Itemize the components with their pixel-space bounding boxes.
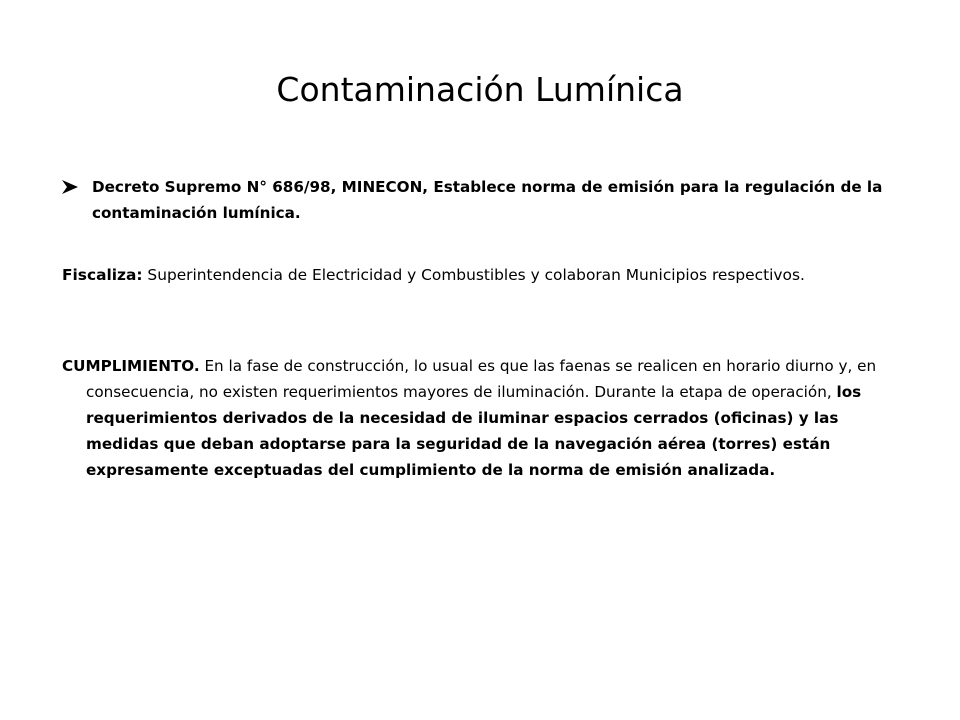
slide-title: Contaminación Lumínica [276,70,684,109]
fiscaliza-paragraph [62,262,902,288]
arrow-bullet-icon [62,180,78,194]
cumplimiento-label: CUMPLIMIENTO. [62,357,200,375]
bullet-text: Decreto Supremo N° 686/98, MINECON, Establece norma de emisión para la regulación de la contaminación lumínica. [92,178,883,222]
fiscaliza-label: Fiscaliza: [62,266,143,284]
cumplimiento-paragraph [62,353,902,483]
cumplimiento-text: En la fase de construcción, lo usual es que las faenas se realicen en horario diurno y, en consecuencia, no existen requerimientos mayores de iluminación. Durante la etapa de operación, [86,357,877,401]
fiscaliza-text: Superintendencia de Electricidad y Combustibles y colaboran Municipios respectivos. [147,266,805,284]
cumplimiento-bold-text: los requerimientos derivados de la necesidad de iluminar espacios cerrados (oficinas) y las medidas que deban adoptarse para la seguridad de la navegación aérea (torres) están expresamente exceptuadas del cumplimiento de la norma de emisión analizada. [86,383,862,479]
